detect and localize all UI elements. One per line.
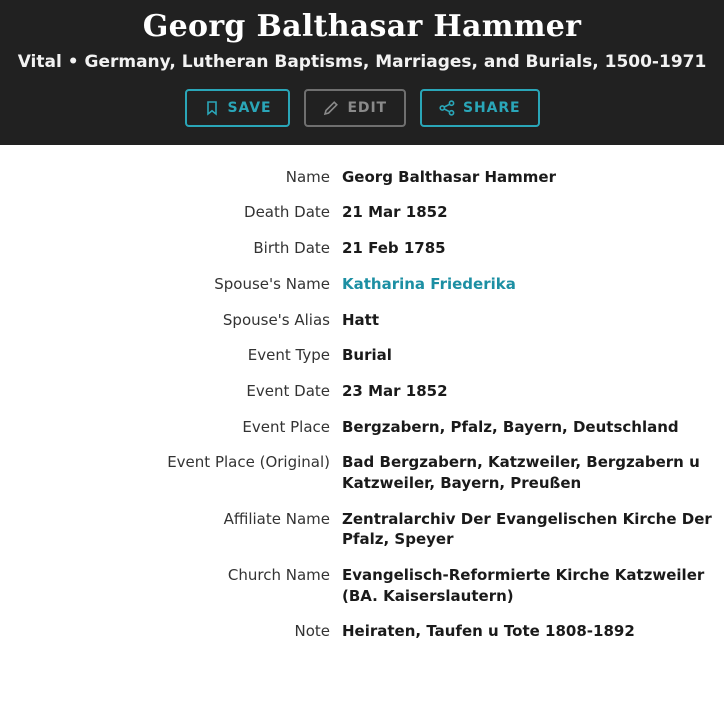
- save-button-label: SAVE: [227, 99, 272, 116]
- detail-label: Event Type: [247, 346, 330, 365]
- detail-value: Hatt: [342, 310, 380, 329]
- detail-value: Evangelisch-Reformierte Kirche Katzweiler (BA. Kaiserslautern): [342, 566, 705, 605]
- share-icon: [439, 100, 455, 116]
- detail-value: Zentralarchiv Der Evangelischen Kirche Der Pfalz, Speyer: [342, 509, 712, 549]
- detail-row: [12, 310, 712, 331]
- detail-value: Bergzabern, Pfalz, Bayern, Deutschland: [342, 417, 679, 436]
- record-header: [0, 0, 724, 145]
- detail-label: Event Place (Original): [167, 453, 330, 472]
- detail-row: [12, 345, 712, 366]
- detail-label: Affiliate Name: [223, 509, 330, 528]
- detail-value: Burial: [342, 346, 392, 365]
- detail-label: Spouse's Name: [214, 274, 330, 293]
- detail-row: [12, 417, 712, 438]
- detail-label: Note: [294, 622, 330, 641]
- record-subtitle: Vital • Germany, Lutheran Baptisms, Marriages, and Burials, 1500-1971: [17, 51, 707, 72]
- bookmark-icon: [204, 100, 220, 116]
- pencil-icon: [323, 100, 339, 116]
- detail-row: [12, 509, 712, 550]
- share-button-label: SHARE: [463, 99, 521, 116]
- share-button[interactable]: [420, 89, 539, 127]
- detail-row: [12, 202, 712, 223]
- detail-row: [12, 238, 712, 259]
- page-title: Georg Balthasar Hammer: [142, 9, 582, 44]
- detail-row: [12, 167, 712, 188]
- detail-label: Name: [285, 167, 330, 186]
- detail-value: Heiraten, Taufen u Tote 1808-1892: [342, 622, 635, 641]
- detail-label: Event Date: [246, 381, 330, 400]
- spouse-name-link[interactable]: Katharina Friederika: [342, 274, 516, 293]
- detail-row: [12, 452, 712, 493]
- edit-button-label: EDIT: [347, 99, 388, 116]
- detail-value: 23 Mar 1852: [342, 381, 448, 400]
- detail-row: [12, 381, 712, 402]
- record-details-list: [0, 145, 724, 642]
- detail-label: Event Place: [242, 417, 330, 436]
- detail-row: [12, 621, 712, 642]
- detail-label: Birth Date: [253, 239, 330, 258]
- detail-value: 21 Mar 1852: [342, 203, 448, 222]
- detail-row: [12, 565, 712, 606]
- detail-label: Spouse's Alias: [222, 310, 330, 329]
- detail-label: Death Date: [244, 203, 330, 222]
- detail-label: Church Name: [227, 566, 330, 584]
- header-action-bar: [10, 89, 714, 127]
- detail-row: [12, 274, 712, 295]
- detail-value: Georg Balthasar Hammer: [342, 167, 556, 186]
- edit-button[interactable]: [304, 89, 406, 127]
- detail-value: Bad Bergzabern, Katzweiler, Bergzabern u Katzweiler, Bayern, Preußen: [342, 453, 700, 492]
- detail-value: 21 Feb 1785: [342, 239, 446, 258]
- save-button[interactable]: [185, 89, 291, 127]
